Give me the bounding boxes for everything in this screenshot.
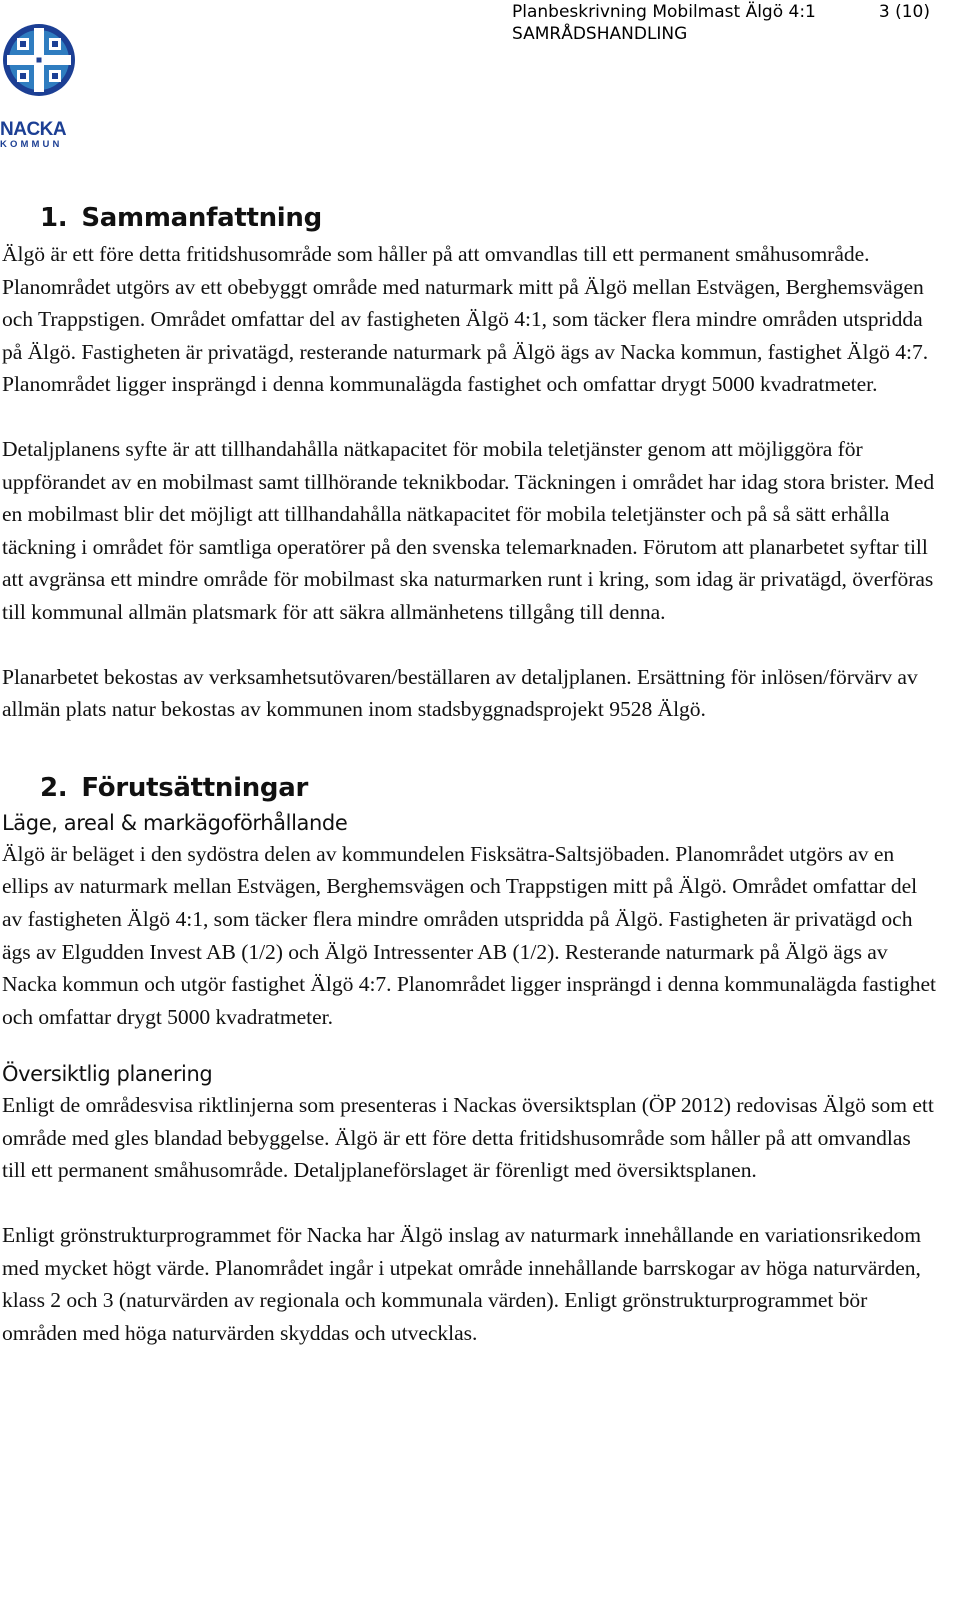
page-header: [512, 0, 930, 45]
section-title: Förutsättningar: [81, 772, 308, 803]
subsection-heading-lage: Läge, areal & markägoförhållande: [2, 810, 348, 835]
paragraph: Älgö är beläget i den sydöstra delen av kommundelen Fisksätra-Saltsjöbaden. Planområdet utgörs av en ellips av naturmark mellan Estvägen, Berghemsvägen och Trappstigen mitt på Älgö. Området omfattar del av fastigheten Älgö 4:1, som täcker flera mindre områden utspridda på Älgö. Fastigheten är privatägd och ägs av Elgudden Invest AB (1/2) och Älgö Intressenter AB (1/2). Resterande naturmark på Älgö ägs av Nacka kommun och utgör fastighet Älgö 4:7. Planområdet ligger insprängd i denna kommunalägda fastighet och omfattar drygt 5000 kvadratmeter.: [2, 841, 937, 1029]
section-heading-forutsattningar: [40, 770, 937, 806]
nacka-crest-icon: [1, 22, 77, 98]
section-number: 1.: [40, 203, 68, 233]
paragraph: Planarbetet bekostas av verksamhetsutövaren/beställaren av detaljplanen. Ersättning för inlösen/förvärv av allmän plats natur bekostas av kommunen inom stadsbyggnadsprojekt 9528 Älgö.: [2, 664, 918, 722]
section-title: Sammanfattning: [81, 203, 322, 233]
document-body: [2, 200, 937, 1349]
logo-name: NACKA: [0, 119, 67, 140]
document-status: SAMRÅDSHANDLING: [512, 24, 688, 44]
logo-subtitle: KOMMUN: [0, 139, 63, 150]
nacka-kommun-logo: [0, 22, 80, 150]
subsection-heading-oversiktlig-planering: Översiktlig planering: [2, 1062, 213, 1087]
page-number: 3 (10): [878, 2, 930, 22]
paragraph: Enligt de områdesvisa riktlinjerna som presenteras i Nackas översiktsplan (ÖP 2012) redovisas Älgö som ett område med gles blandad bebyggelse. Älgö är ett före detta fritidshusområde som håller på att omvandlas till ett permanent småhusområde. Detaljplaneförslaget är förenligt med översiktsplanen.: [2, 1093, 934, 1183]
paragraph: Detaljplanens syfte är att tillhandahålla nätkapacitet för mobila teletjänster genom att möjliggöra för uppförandet av en mobilmast samt tillhörande teknikbodar. Täckningen i området har idag stora brister. Med en mobilmast blir det möjligt att tillhandahålla nätkapacitet för mobila teletjänster och på så sätt erhålla täckning i området för samtliga operatörer på den svenska telemarknaden. Förutom att planarbetet syftar till att avgränsa ett mindre område för mobilmast ska naturmarken runt i kring, som idag är privatägd, överföras till kommunal allmän platsmark för att säkra allmänhetens tillgång till denna.: [2, 436, 935, 624]
document-title: Planbeskrivning Mobilmast Älgö 4:1: [512, 2, 816, 22]
paragraph: Enligt grönstrukturprogrammet för Nacka har Älgö inslag av naturmark innehållande en variationsrikedom med mycket högt värde. Planområdet ingår i utpekat område innehållande barrskogar av höga naturvärden, klass 2 och 3 (naturvärden av regionala och kommunala värden). Enligt grönstrukturprogrammet bör områden med höga naturvärden skyddas och utvecklas.: [2, 1223, 921, 1345]
paragraph: Älgö är ett före detta fritidshusområde som håller på att omvandlas till ett permanent småhusområde. Planområdet utgörs av ett obebyggt område med naturmark mitt på Älgö mellan Estvägen, Berghemsvägen och Trappstigen. Området omfattar del av fastigheten Älgö 4:1, som täcker flera mindre områden utspridda på Älgö. Fastigheten är privatägd, resterande naturmark på Älgö ägs av Nacka kommun, fastighet Älgö 4:7. Planområdet ligger insprängd i denna kommunalägda fastighet och omfattar drygt 5000 kvadratmeter.: [2, 242, 929, 397]
section-number: 2.: [40, 772, 68, 803]
section-heading-sammanfattning: [40, 200, 937, 236]
